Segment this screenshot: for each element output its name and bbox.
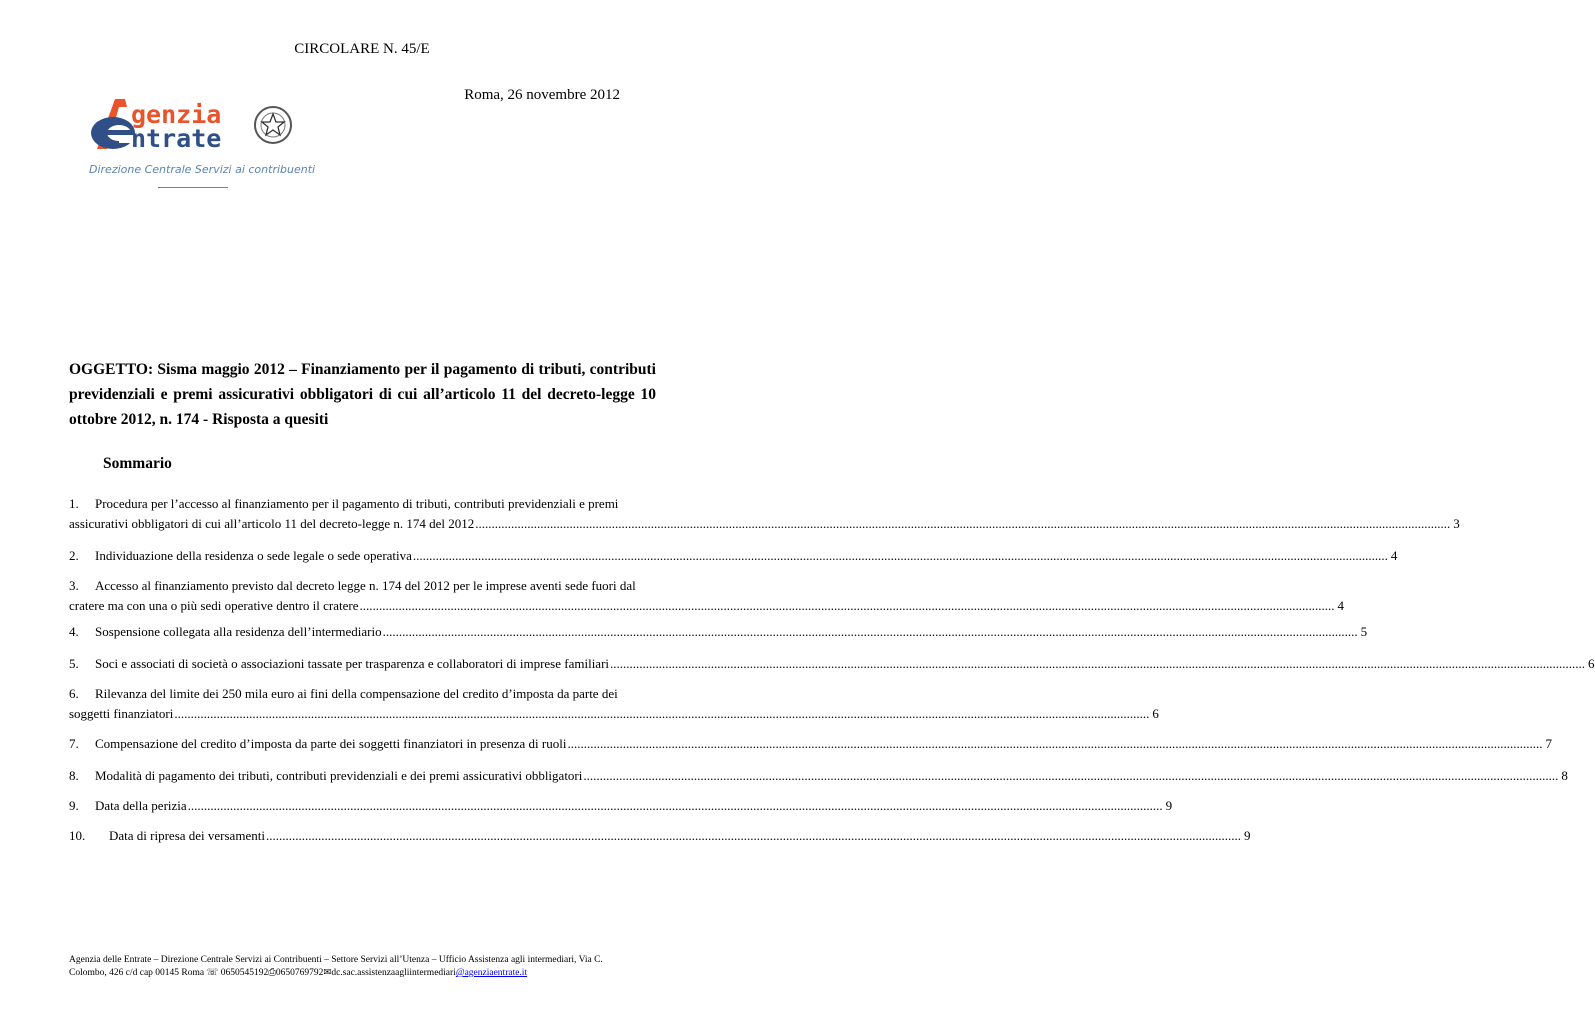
footer-line2: Colombo, 426 c/d cap 00145 Roma ☏ 0650545192⎙0650769792✉dc.sac.assistenzaagliintermediari@agenziaentrate.it xyxy=(69,968,528,978)
toc-item[interactable] xyxy=(69,826,1251,846)
toc-item-title: Soci e associati di società o associazioni tassate per trasparenza e collaboratori di imprese familiari xyxy=(95,656,610,671)
toc-item-title: Sospensione collegata alla residenza dell’intermediario xyxy=(95,624,382,639)
toc-item[interactable] xyxy=(69,684,1159,724)
logo-text-ntrate: ntrate xyxy=(131,124,222,153)
subject-block xyxy=(69,357,656,432)
toc-item-line1 xyxy=(69,494,655,514)
toc-item-number: 7. xyxy=(69,736,79,751)
toc-item[interactable] xyxy=(69,766,1568,786)
toc-item-number: 9. xyxy=(69,798,79,813)
toc-item[interactable] xyxy=(69,796,1173,816)
toc-item[interactable] xyxy=(69,734,1552,754)
toc-page-number: 8 xyxy=(1561,768,1568,783)
toc-item-title: Data della perizia xyxy=(95,798,187,813)
toc-item-number: 8. xyxy=(69,768,79,783)
toc-page-number: 3 xyxy=(1453,516,1460,531)
email-link[interactable]: @agenziaentrate.it xyxy=(455,968,528,978)
toc-item-title: assicurativi obbligatori di cui all’articolo 11 del decreto-legge n. 174 del 2012 xyxy=(69,516,475,531)
mail-icon: ✉ xyxy=(323,968,332,978)
toc-leader: ............................................................................................................................................................................................................................................................................................................ xyxy=(382,624,1358,639)
toc-page-number: 4 xyxy=(1337,598,1344,613)
toc-leader: ............................................................................................................................................................................................................................................................................................................ xyxy=(265,828,1241,843)
logo-divider xyxy=(158,187,228,188)
toc-item-number: 3. xyxy=(69,578,79,593)
toc-item-number: 10. xyxy=(69,828,86,843)
toc-item-number: 6. xyxy=(69,686,79,701)
toc-item-title: Modalità di pagamento dei tributi, contributi previdenziali e dei premi assicurativi obbligatori xyxy=(95,768,583,783)
toc-page-number: 9 xyxy=(1243,828,1251,843)
toc-item-line1 xyxy=(69,684,655,704)
agenzia-entrate-logo xyxy=(83,93,323,193)
toc-item-number: 1. xyxy=(69,496,79,511)
toc-leader: ............................................................................................................................................................................................................................................................................................................ xyxy=(567,736,1543,751)
italian-emblem-icon xyxy=(255,107,291,143)
toc-item-title: Rilevanza del limite dei 250 mila euro ai fini della compensazione del credito d’imposta da parte dei xyxy=(95,686,618,701)
subject-label: OGGETTO xyxy=(69,361,148,378)
toc-item-title: Individuazione della residenza o sede legale o sede operativa xyxy=(95,548,412,563)
toc-leader: ............................................................................................................................................................................................................................................................................................................ xyxy=(475,516,1451,531)
toc-page-number: 5 xyxy=(1360,624,1368,639)
fax-icon: ⎙ xyxy=(268,968,276,978)
toc-page-number: 6 xyxy=(1152,706,1159,721)
toc-leader: ............................................................................................................................................................................................................................................................................................................ xyxy=(174,706,1150,721)
toc-item-line1 xyxy=(69,576,655,596)
toc-leader: ............................................................................................................................................................................................................................................................................................................ xyxy=(583,768,1559,783)
toc-item-number: 4. xyxy=(69,624,79,639)
toc-item[interactable] xyxy=(69,622,1368,642)
toc-page-number: 9 xyxy=(1165,798,1173,813)
toc-item[interactable] xyxy=(69,654,1595,674)
toc-item-title: Compensazione del credito d’imposta da parte dei soggetti finanziatori in presenza di ruoli xyxy=(95,736,567,751)
toc-leader: ............................................................................................................................................................................................................................................................................................................ xyxy=(610,656,1586,671)
footer-line1: Agenzia delle Entrate – Direzione Centrale Servizi ai Contribuenti – Settore Servizi all’Utenza – Ufficio Assistenza agli intermediari, Via C. xyxy=(69,955,603,965)
toc-item[interactable] xyxy=(69,546,1398,566)
toc-item-title: soggetti finanziatori xyxy=(69,706,174,721)
toc-item-title: Data di ripresa dei versamenti xyxy=(109,828,265,843)
toc-item-title: cratere ma con una o più sedi operative dentro il cratere xyxy=(69,598,359,613)
toc-item-number: 5. xyxy=(69,656,79,671)
footer xyxy=(69,954,659,980)
subject-text: : Sisma maggio 2012 – Finanziamento per il pagamento di tributi, contributi previdenziali e premi assicurativi obbligatori di cui all’articolo 11 del decreto-legge 10 ottobre 2012, n. 174 - Risposta a quesiti xyxy=(69,361,656,428)
document-date: Roma, 26 novembre 2012 xyxy=(464,87,620,103)
logo-subtitle: Direzione Centrale Servizi ai contribuenti xyxy=(89,163,316,176)
toc-item-number: 2. xyxy=(69,548,79,563)
toc-item-title: Accesso al finanziamento previsto dal decreto legge n. 174 del 2012 per le imprese aventi sede fuori dal xyxy=(95,578,636,593)
toc-item[interactable] xyxy=(69,494,1460,534)
toc-leader: ............................................................................................................................................................................................................................................................................................................ xyxy=(412,548,1388,563)
circolare-number: CIRCOLARE N. 45/E xyxy=(294,41,430,57)
toc-item-title: Procedura per l’accesso al finanziamento per il pagamento di tributi, contributi previdenziali e premi xyxy=(95,496,619,511)
toc-title: Sommario xyxy=(103,455,172,472)
logo-text-genzia: genzia xyxy=(131,100,222,129)
toc-page-number: 4 xyxy=(1390,548,1398,563)
toc-leader: ............................................................................................................................................................................................................................................................................................................ xyxy=(359,598,1335,613)
toc-item[interactable] xyxy=(69,576,1344,616)
toc-leader: ............................................................................................................................................................................................................................................................................................................ xyxy=(187,798,1163,813)
toc-page-number: 6 xyxy=(1588,656,1595,671)
toc-page-number: 7 xyxy=(1545,736,1552,751)
